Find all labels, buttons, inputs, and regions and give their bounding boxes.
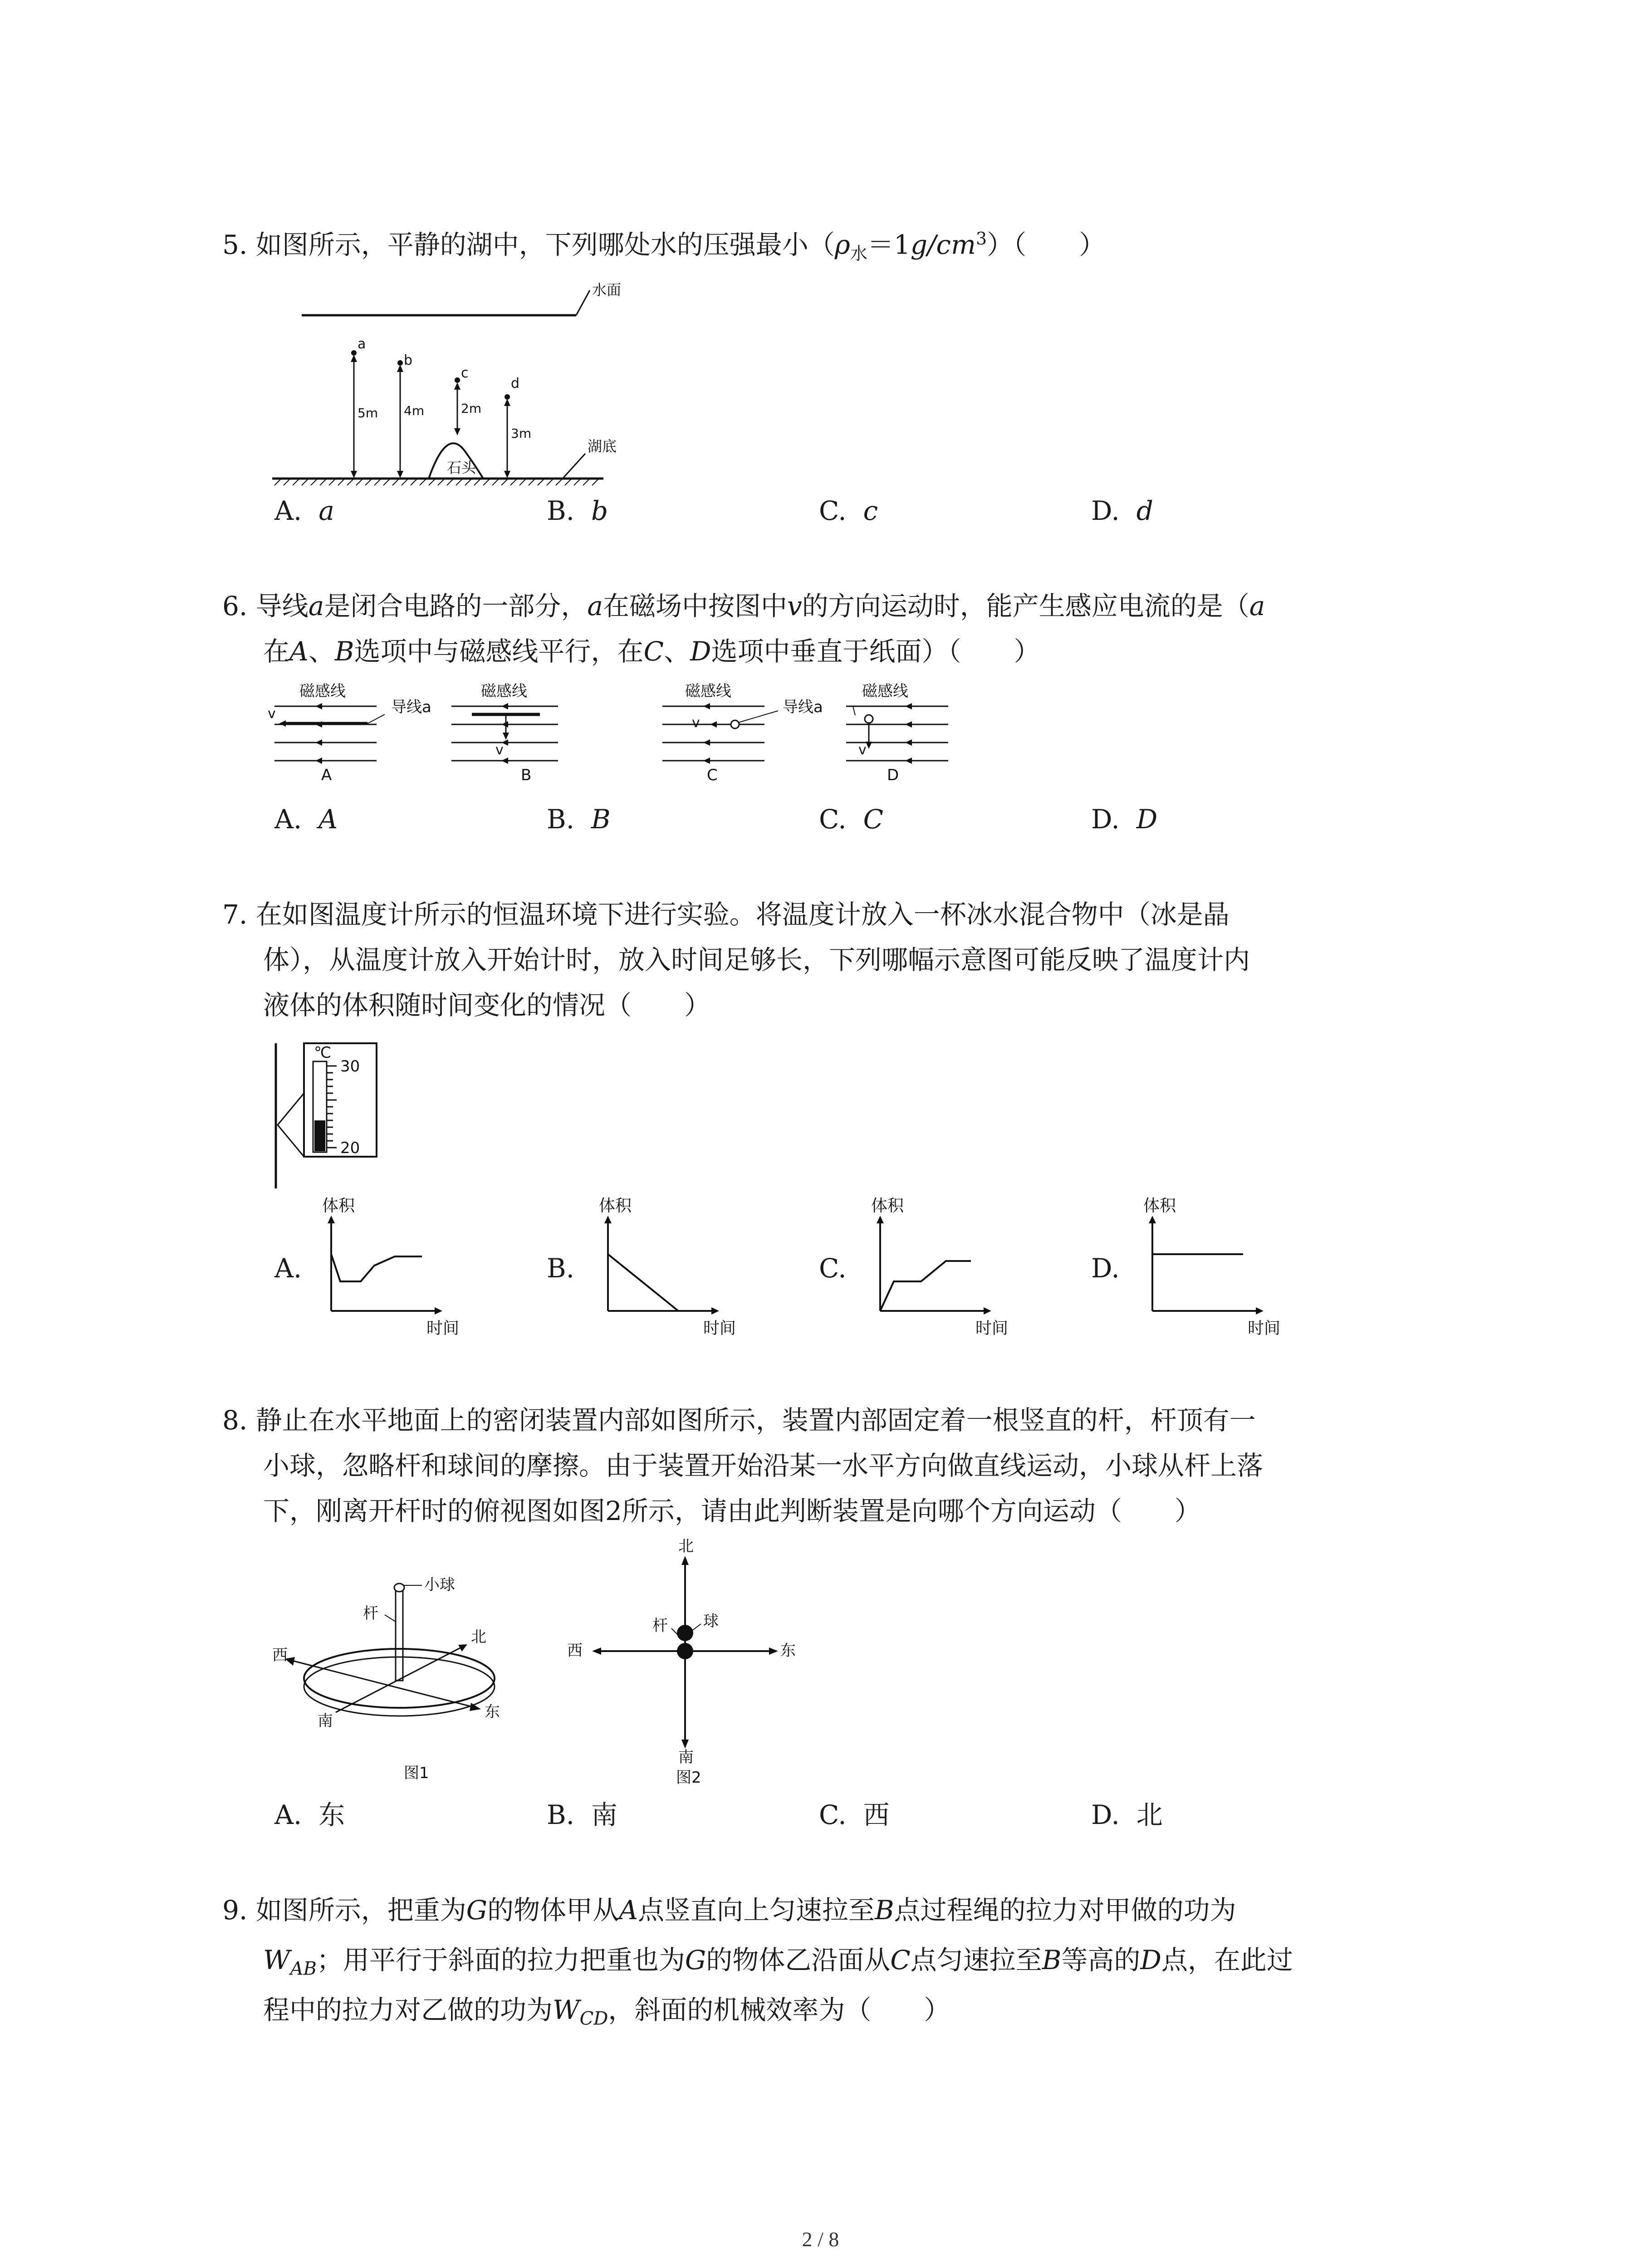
q8-stem-line2: 小球，忽略杆和球间的摩擦。由于装置开始沿某一水平方向做直线运动，小球从杆上落 [263, 1450, 1264, 1481]
q6-option-a[interactable]: A. A [274, 804, 338, 835]
q7-stem-line2: 体），从温度计放入开始计时，放入时间足够长，下列哪幅示意图可能反映了温度计内 [263, 944, 1250, 975]
svg-text:北: 北 [471, 1628, 486, 1646]
svg-text:体积: 体积 [599, 1197, 632, 1215]
svg-text:c: c [461, 365, 469, 381]
svg-text:2m: 2m [461, 401, 482, 416]
q7-graph-c [867, 1191, 1016, 1340]
svg-text:磁感线: 磁感线 [299, 682, 346, 700]
q8-option-c[interactable]: C. 西 [819, 1799, 890, 1830]
q6-option-c[interactable]: C. C [819, 804, 884, 835]
svg-text:图1: 图1 [404, 1764, 429, 1782]
q8-figure-2 [563, 1537, 817, 1794]
thermometer-figure [272, 1039, 381, 1193]
q6-stem-line2: 在A、B选项中与磁感线平行，在C、D选项中垂直于纸面）（ ） [263, 636, 1040, 667]
q9-stem-line3: 程中的拉力对乙做的功为$W_{CD}$，斜面的机械效率为（ ） [263, 1994, 950, 2029]
q5-option-a[interactable]: A. a [274, 495, 334, 526]
svg-text:体积: 体积 [871, 1197, 904, 1215]
q7-stem-line3: 液体的体积随时间变化的情况（ ） [263, 990, 711, 1021]
svg-text:导线a: 导线a [783, 698, 823, 716]
q8-stem-line1: 8. 静止在水平地面上的密闭装置内部如图所示，装置内部固定着一根竖直的杆，杆顶有一 [222, 1405, 1256, 1436]
stone-label: 石头 [447, 459, 476, 476]
svg-text:磁感线: 磁感线 [481, 682, 527, 700]
svg-text:时间: 时间 [426, 1319, 460, 1338]
svg-text:时间: 时间 [703, 1319, 736, 1338]
celsius-unit: ℃ [314, 1044, 332, 1062]
q9-stem-line1: 9. 如图所示，把重为G的物体甲从A点竖直向上匀速拉至B点过程绳的拉力对甲做的功为 [222, 1895, 1236, 1926]
svg-text:v: v [268, 706, 276, 722]
svg-text:B: B [521, 766, 532, 784]
svg-text:体积: 体积 [322, 1197, 355, 1215]
q5-option-c[interactable]: C. c [819, 495, 878, 526]
svg-text:小球: 小球 [424, 1576, 455, 1594]
svg-text:体积: 体积 [1143, 1197, 1176, 1215]
q5-option-b[interactable]: B. b [547, 495, 608, 526]
svg-text:西: 西 [272, 1646, 288, 1664]
q8-option-b[interactable]: B. 南 [547, 1799, 617, 1830]
q8-option-d[interactable]: D. 北 [1091, 1799, 1163, 1830]
svg-text:4m: 4m [404, 403, 425, 418]
q8-figure-1 [268, 1569, 549, 1787]
svg-text:d: d [511, 376, 520, 391]
svg-text:时间: 时间 [975, 1319, 1009, 1338]
page-number: 2 / 8 [802, 2228, 839, 2251]
q7-stem-line1: 7. 在如图温度计所示的恒温环境下进行实验。将温度计放入一杯冰水混合物中（冰是晶 [222, 899, 1230, 930]
svg-text:西: 西 [567, 1642, 583, 1660]
svg-text:v: v [495, 742, 504, 758]
svg-text:磁感线: 磁感线 [685, 682, 731, 700]
q5-option-d[interactable]: D. d [1091, 495, 1153, 526]
svg-text:图2: 图2 [676, 1769, 701, 1787]
q5-stem: 5. 如图所示，平静的湖中，下列哪处水的压强最小$(\rho_水=1g/cm^3)$（ ） [222, 229, 1106, 264]
svg-text:20: 20 [340, 1139, 360, 1157]
q6-stem-line1: 6. 导线a是闭合电路的一部分，a在磁场中按图中v的方向运动时，能产生感应电流的是（a [222, 591, 1265, 621]
q6-option-b[interactable]: B. B [547, 804, 611, 835]
water-surface-label: 水面 [592, 281, 622, 298]
q7-graph-b [594, 1191, 744, 1340]
svg-text:北: 北 [678, 1537, 694, 1555]
svg-text:杆: 杆 [363, 1604, 378, 1623]
q8-option-a[interactable]: A. 东 [274, 1799, 345, 1830]
q7-graph-d [1139, 1191, 1288, 1340]
q7-option-c[interactable]: C. [819, 1253, 847, 1284]
svg-text:v: v [858, 742, 867, 758]
q8-stem-line3: 下，刚离开杆时的俯视图如图2所示，请由此判断装置是向哪个方向运动（ ） [263, 1496, 1201, 1526]
svg-text:v: v [692, 715, 700, 731]
svg-text:A: A [321, 766, 332, 784]
svg-text:球: 球 [703, 1612, 719, 1630]
svg-text:b: b [404, 352, 413, 368]
svg-text:磁感线: 磁感线 [862, 682, 908, 700]
svg-text:南: 南 [678, 1748, 694, 1766]
svg-text:东: 东 [485, 1703, 500, 1721]
svg-text:杆: 杆 [652, 1617, 668, 1635]
q7-graph-a [318, 1191, 467, 1340]
svg-text:时间: 时间 [1248, 1319, 1281, 1338]
svg-text:3m: 3m [511, 426, 532, 441]
q7-option-a[interactable]: A. [274, 1253, 302, 1284]
svg-text:30: 30 [340, 1057, 360, 1075]
q7-option-b[interactable]: B. [547, 1253, 575, 1284]
svg-text:D: D [887, 766, 899, 784]
q9-stem-line2: $W_{AB}$；用平行于斜面的拉力把重也为G的物体乙沿面从C点匀速拉至B等高的D点，在此过 [263, 1945, 1293, 1980]
q5-lake-figure [268, 277, 622, 490]
q6-option-d[interactable]: D. D [1091, 804, 1158, 835]
svg-text:5m: 5m [358, 406, 378, 420]
svg-text:a: a [358, 336, 366, 352]
q6-magnetic-figure [268, 678, 975, 796]
svg-text:东: 东 [780, 1642, 796, 1660]
q7-option-d[interactable]: D. [1091, 1253, 1120, 1284]
svg-text:导线a: 导线a [391, 698, 431, 716]
lake-bottom-label: 湖底 [588, 438, 617, 455]
svg-text:南: 南 [318, 1712, 333, 1730]
svg-text:C: C [707, 766, 718, 784]
